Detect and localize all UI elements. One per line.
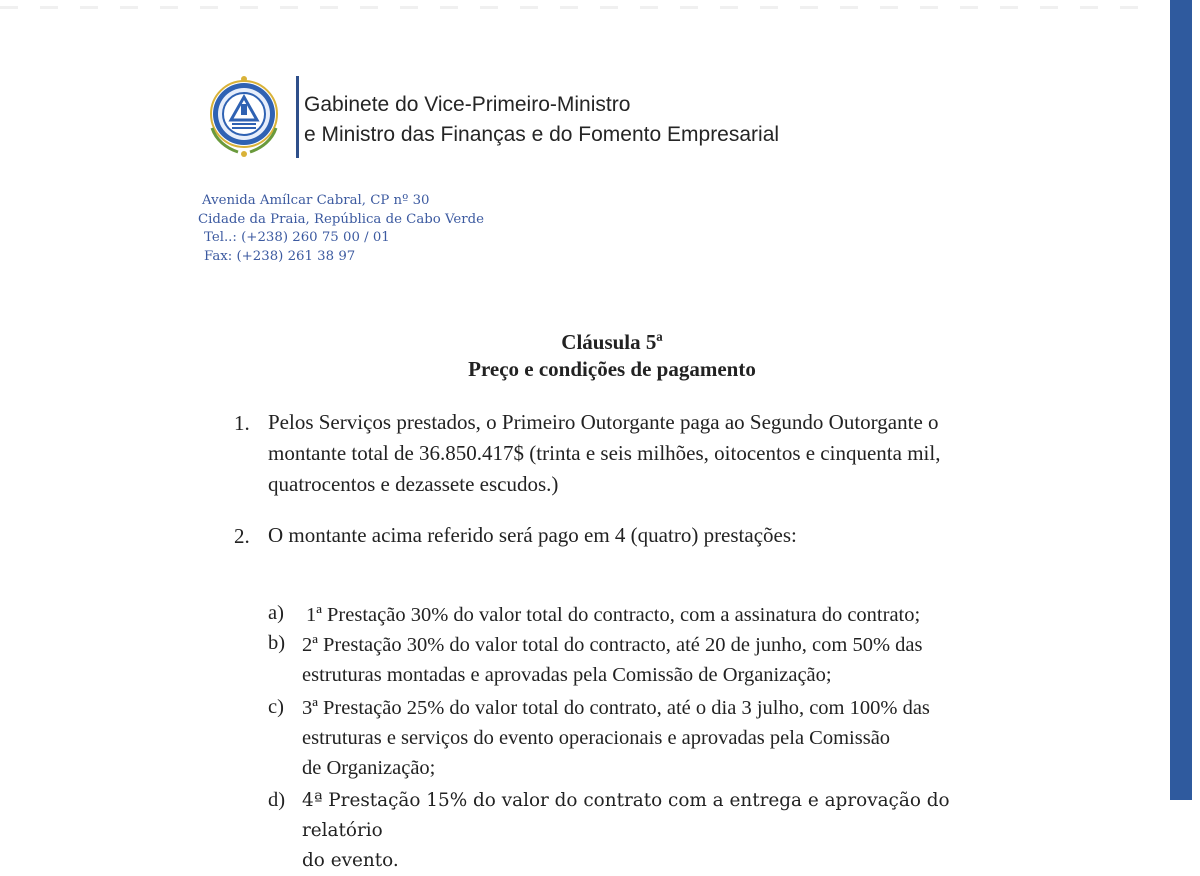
- letterhead: [204, 74, 804, 164]
- text-line: estruturas montadas e aprovadas pela Comissão de Organização;: [302, 664, 832, 686]
- text-line: quatrocentos e dezassete escudos.): [268, 472, 559, 496]
- address-city: Cidade da Praia, República de Cabo Verde: [198, 211, 485, 227]
- subitem-a-text: [306, 600, 1036, 630]
- subitem-b-text: [302, 630, 1032, 690]
- text-line: O montante acima referido será pago em 4 (quatro) prestações:: [268, 523, 797, 547]
- text-line: 3ª Prestação 25% do valor total do contrato, até o dia 3 julho, com 100% das: [302, 697, 930, 719]
- subitem-d-text: [302, 786, 1032, 876]
- item-number: 1.: [234, 411, 250, 435]
- subitem-c-text: [302, 693, 1032, 783]
- text-line: 1ª Prestação 30% do valor total do contracto, com a assinatura do contrato;: [306, 604, 921, 626]
- scan-edge: [1166, 0, 1200, 862]
- item-number: 2.: [234, 524, 250, 548]
- letterhead-divider: [296, 76, 299, 158]
- clause-number: Cláusula 5ª: [561, 330, 663, 354]
- subitem-label: a): [268, 602, 284, 624]
- ministry-name: [304, 90, 779, 150]
- text-line: montante total de 36.850.417$ (trinta e seis milhões, oitocentos e cinquenta mil,: [268, 441, 941, 465]
- scan-edge-bar: [1170, 0, 1192, 800]
- ministry-line-2: e Ministro das Finanças e do Fomento Empresarial: [304, 123, 780, 146]
- subitem-label: b): [268, 632, 286, 654]
- text-line: estruturas e serviços do evento operacionais e aprovadas pela Comissão: [302, 727, 891, 749]
- text-line: do evento.: [302, 850, 399, 871]
- address-fax: Fax: (+238) 261 38 97: [204, 248, 356, 264]
- text-line: de Organização;: [302, 757, 436, 779]
- item-1-text: [268, 407, 940, 500]
- text-line: Pelos Serviços prestados, o Primeiro Outorgante paga ao Segundo Outorgante o: [268, 410, 939, 434]
- scan-noise: [0, 6, 1160, 9]
- ministry-line-1: Gabinete do Vice-Primeiro-Ministro: [304, 93, 631, 116]
- text-line: 4ª Prestação 15% do valor do contrato com a entrega e aprovação do relatório: [302, 790, 950, 841]
- subitem-label: d): [268, 789, 286, 811]
- subitem-label: c): [268, 696, 284, 718]
- clause-heading: Preço e condições de pagamento: [468, 357, 756, 381]
- text-line: 2ª Prestação 30% do valor total do contracto, até 20 de junho, com 50% das: [302, 634, 923, 656]
- address-block: [198, 192, 484, 266]
- address-tel: Tel..: (+238) 260 75 00 / 01: [204, 230, 390, 245]
- cabo-verde-emblem-icon: [204, 74, 290, 160]
- address-street: Avenida Amílcar Cabral, CP nº 30: [202, 193, 430, 208]
- item-2-text: [268, 520, 797, 551]
